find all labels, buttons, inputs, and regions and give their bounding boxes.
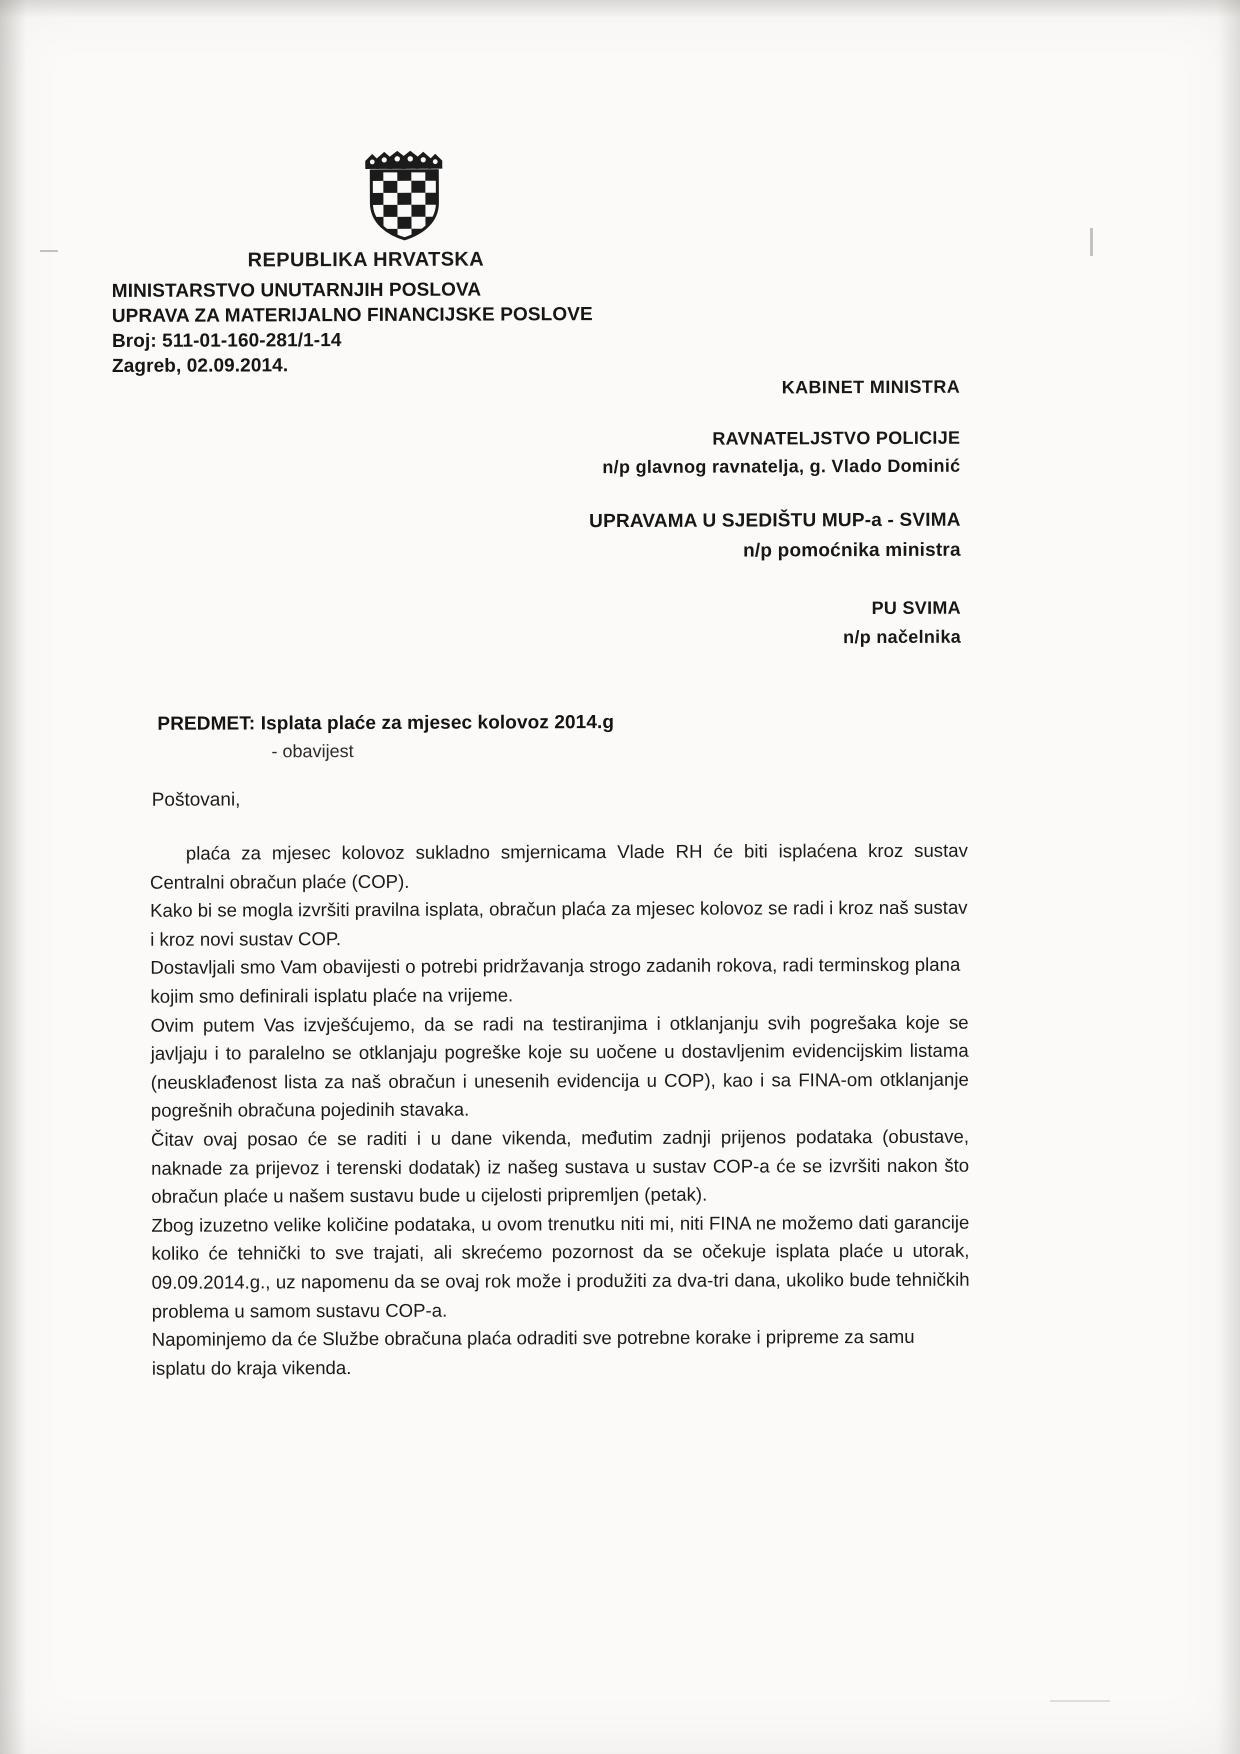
body-paragraph: Napominjemo da će Službe obračuna plaća odraditi sve potrebne korake i pripreme za samu isplatu do kraja vikenda. [151, 1325, 915, 1379]
salutation: Poštovani, [151, 789, 241, 811]
scan-speck [1090, 228, 1093, 256]
department-name: UPRAVA ZA MATERIJALNO FINANCIJSKE POSLOVE [111, 304, 593, 327]
body-paragraph: Zbog izuzetno velike količine podataka, u ovom trenutku niti mi, niti FINA ne možemo dati garancije koliko će tehnički to sve trajati, ali skrećemo pozornost da se očekuje isplata plaće u utorak, 09.09.2014.g., uz napomenu da se ovaj rok može i produžiti za dva-tri dana, ukoliko bude tehničkih problema u samom sustavu COP-a. [151, 1211, 970, 1322]
scan-edge-shadow-right [1218, 0, 1240, 1754]
letter-body [150, 837, 970, 1383]
place-and-date: Zagreb, 02.09.2014. [111, 355, 289, 377]
recipient-attention: n/p načelnika [843, 626, 962, 648]
recipient-ravnateljstvo-policije [298, 424, 960, 483]
subject-subline: - obavijest [271, 741, 354, 762]
recipient-kabinet-ministra [298, 377, 960, 401]
recipient-title: UPRAVAMA U SJEDIŠTU MUP-a - SVIMA [589, 509, 961, 533]
reference-number: Broj: 511-01-160-281/1-14 [111, 330, 342, 352]
subject-label: PREDMET: [157, 713, 256, 735]
recipient-title: RAVNATELJSTVO POLICIJE [712, 427, 961, 449]
body-paragraph: plaća za mjesec kolovoz sukladno smjernicama Vlade RH će biti isplaćena kroz sustav Centralni obračun plaće (COP). [149, 839, 968, 893]
recipient-pu-svima [299, 594, 961, 655]
recipient-title: PU SVIMA [871, 597, 962, 619]
body-paragraph: Ovim putem Vas izvješćujemo, da se radi na testiranjima i otklanjanju svih pogrešaka koje se javljaju i to paralelno se otklanjaju pogreške koje su uočene u dostavljenim evidencijskim listama (neusklađenost lista za naš obračun i unesenih evidencija u COP), kao i sa FINA-om otklanjanje pogrešnih obračuna pojedinih stavaka. [150, 1011, 969, 1122]
subject-line [157, 712, 614, 736]
country-heading: REPUBLIKA HRVATSKA [247, 248, 485, 272]
recipient-attention: n/p glavnog ravnatelja, g. Vlado Dominić [602, 455, 961, 478]
recipient-uprave-u-sjedistu [299, 506, 961, 569]
subject-text: Isplata plaće za mjesec kolovoz 2014.g [260, 712, 615, 735]
recipient-attention: n/p pomoćnika ministra [743, 539, 961, 562]
body-paragraph: Dostavljali smo Vam obavijesti o potrebi pridržavanja strogo zadanih rokova, radi terminskog plana kojim smo definirali isplatu plaće na vrijeme. [150, 954, 961, 1007]
body-paragraph: Kako bi se mogla izvršiti pravilna isplata, obračun plaća za mjesec kolovoz se radi i kroz naš sustav i kroz novi sustav COP. [150, 896, 968, 950]
croatian-coat-of-arms-icon [359, 149, 449, 241]
ministry-name: MINISTARSTVO UNUTARNJIH POSLOVA [111, 279, 482, 302]
scan-speck [1050, 1700, 1110, 1702]
scan-speck [40, 250, 58, 252]
scan-edge-shadow-left [0, 0, 26, 1754]
scan-edge-shadow-top [0, 0, 1240, 18]
body-paragraph: Čitav ovaj posao će se raditi i u dane vikenda, međutim zadnji prijenos podataka (obustave, naknade za prijevoz i terenski dodatak) iz našeg sustava u sustav COP-a će se izvršiti nakon što obračun plaće u našem sustavu bude u cijelosti pripremljen (petak). [150, 1125, 970, 1207]
recipient-title: KABINET MINISTRA [781, 376, 961, 398]
issuing-authority-block [112, 277, 593, 379]
